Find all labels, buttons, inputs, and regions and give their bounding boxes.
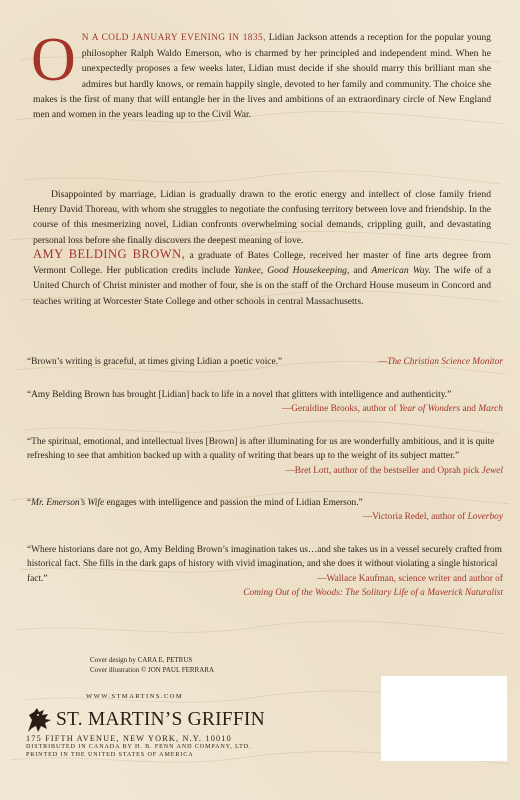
quote-1-text: “Brown’s writing is graceful, at times giving Lidian a poetic voice.” bbox=[27, 357, 283, 367]
quote-1-attr-dash: — bbox=[377, 357, 388, 367]
quote-5-attribution bbox=[27, 586, 503, 600]
cover-design-credit: Cover design by CARA E. PETRUS bbox=[90, 656, 193, 664]
quote-4-title: Mr. Emerson’s Wife bbox=[31, 498, 105, 508]
griffin-logo-icon bbox=[24, 706, 54, 734]
quote-5-attr-author: —Wallace Kaufman, science writer and author of bbox=[317, 573, 503, 584]
publisher-address: 175 FIFTH AVENUE, NEW YORK, N.Y. 10010 bbox=[26, 734, 232, 743]
quote-1-attribution bbox=[378, 355, 503, 369]
quote-4-attr-book: Loverboy bbox=[467, 512, 503, 523]
quote-3-attr-book: Jewel bbox=[481, 465, 503, 476]
quote-4-rest: engages with intelligence and passion the mind of Lidian Emerson.” bbox=[106, 498, 363, 508]
publisher-logo-row bbox=[24, 706, 324, 734]
publisher-url: WWW.STMARTINS.COM bbox=[86, 693, 184, 700]
quote-3-text: “The spiritual, emotional, and intellectual lives [Brown] is after illuminating for us are wonderfully ambitious, and it is quite refreshing to see that ambition backed up with a quality of writing that bears up to the weight of its subject matter.” bbox=[27, 437, 495, 462]
description-paragraph-2 bbox=[33, 187, 491, 248]
author-bio bbox=[33, 247, 491, 309]
quote-2-attribution bbox=[27, 402, 503, 416]
quote-4-text bbox=[27, 496, 503, 510]
quote-3 bbox=[27, 435, 503, 478]
quote-1 bbox=[27, 355, 503, 369]
author-name: AMY BELDING BROWN, bbox=[33, 247, 186, 261]
drop-cap: O bbox=[31, 26, 76, 94]
quote-4-attribution bbox=[27, 510, 503, 524]
quote-5-attr-book: Coming Out of the Woods: The Solitary Life of a Maverick Naturalist bbox=[243, 588, 503, 599]
quote-3-attr-author: —Bret Lott, author of the bestseller and Oprah pick bbox=[285, 465, 480, 476]
quote-2-attr-author: —Geraldine Brooks, author of bbox=[281, 404, 397, 415]
printed-in: PRINTED IN THE UNITED STATES OF AMERICA bbox=[26, 752, 194, 759]
publisher-info bbox=[26, 735, 324, 760]
paragraph-1-text: Lidian Jackson attends a reception for the popular young philosopher Ralph Waldo Emerson, who is charmed by her principled and independent mind. When he unexpectedly proposes a few weeks later, Lidian must decide if she should marry this brilliant man she admires but hardly knows, or remain happily single, devoted to her family and community. The choice she makes is the first of many that will entangle her in the lives and ambitions of an extraordinary circle of New England men and women in the years leading up to the Civil War. bbox=[33, 32, 491, 121]
lead-in: N A COLD JANUARY EVENING IN 1835, bbox=[81, 33, 266, 43]
bio-text-1: a graduate of Bates College, received her master of fine arts degree from Vermont College. Her publication credits include bbox=[33, 250, 491, 277]
quote-2-attr-book-1: Year of Wonders bbox=[398, 404, 461, 415]
cover-illustration-credit: Cover illustration © JON PAUL FERRARA bbox=[90, 666, 215, 674]
publisher-block bbox=[24, 693, 324, 760]
quote-5 bbox=[27, 543, 503, 601]
quote-2-text: “Amy Belding Brown has brought [Lidian] back to life in a novel that glitters with intelligence and authenticity.” bbox=[27, 390, 452, 400]
quote-2 bbox=[27, 388, 503, 417]
quote-1-source: The Christian Science Monitor bbox=[387, 357, 503, 367]
quote-4-open-mark: “ bbox=[27, 498, 32, 508]
quote-5-text: “Where historians dare not go, Amy Belding Brown’s imagination takes us…and she takes us in a vessel securely crafted from historical fact. She fills in the dark gaps of history with vivid imagination, and she does it without violating a single historical fact.” bbox=[27, 545, 502, 584]
quote-4 bbox=[27, 496, 503, 525]
bio-publications-2: American Way. bbox=[371, 265, 431, 277]
canada-distribution: DISTRIBUTED IN CANADA BY H. B. FENN AND COMPANY, LTD. bbox=[26, 744, 252, 751]
bio-and: and bbox=[353, 265, 368, 277]
bio-text-2: The wife of a United Church of Christ minister and mother of four, she is on the staff of the Orchard House museum in Concord and teaches writing at Worcester State College and other schools in central Massachusetts. bbox=[33, 265, 491, 307]
quote-3-attribution bbox=[285, 464, 503, 478]
barcode-area bbox=[381, 676, 507, 761]
quote-4-attr-author: —Victoria Redel, author of bbox=[362, 512, 466, 523]
description-paragraph-1 bbox=[31, 26, 491, 122]
quote-2-attr-and: and bbox=[462, 404, 476, 415]
publisher-name: ST. MARTIN’S GRIFFIN bbox=[56, 709, 265, 730]
quote-2-attr-book-2: March bbox=[478, 404, 503, 415]
paragraph-2-text: Disappointed by marriage, Lidian is gradually drawn to the erotic energy and intellect of close family friend Henry David Thoreau, with whom she struggles to negotiate the confusing territory between love and friendship. In the course of this mesmerizing novel, Lidian confronts overwhelming social demands, crippling guilt, and devastating personal loss before she finally discovers the deepest meaning of love. bbox=[33, 189, 491, 246]
cover-credits bbox=[90, 655, 214, 675]
bio-publications-1: Yankee, Good Housekeeping, bbox=[233, 265, 350, 277]
